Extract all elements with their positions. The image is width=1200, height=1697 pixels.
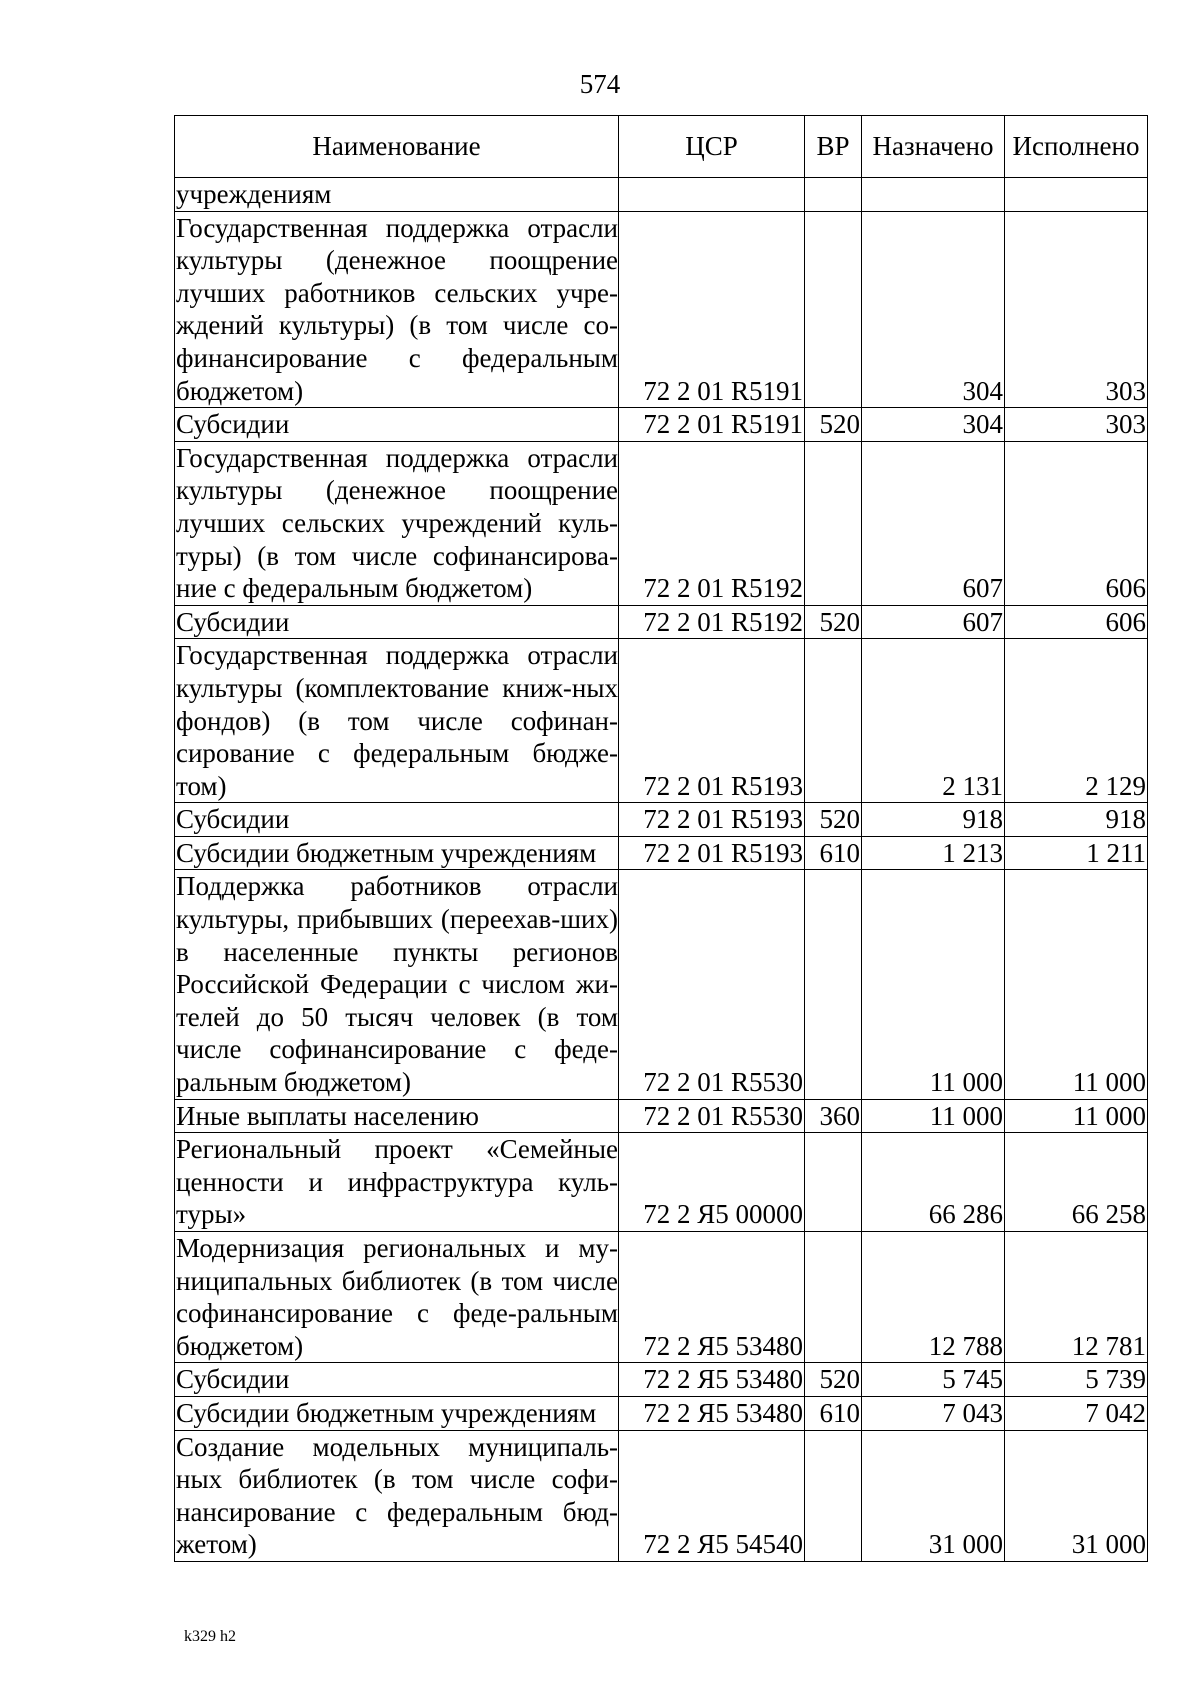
cell-planned: 304 [862, 211, 1005, 408]
cell-name: Субсидии [175, 803, 619, 837]
table-row [175, 1430, 1148, 1561]
cell-vr [805, 441, 862, 605]
cell-csr: 72 2 Я5 53480 [619, 1396, 805, 1430]
cell-planned: 12 788 [862, 1232, 1005, 1363]
cell-planned: 607 [862, 605, 1005, 639]
cell-executed: 7 042 [1005, 1396, 1148, 1430]
cell-name: Государственная поддержка отрасли культуры (денежное поощрение лучших работников сельских учре-ждений культуры) (в том числе со-финансирование с федеральным бюджетом) [175, 211, 619, 408]
cell-csr: 72 2 01 R5193 [619, 803, 805, 837]
cell-vr [805, 1430, 862, 1561]
cell-csr: 72 2 Я5 53480 [619, 1232, 805, 1363]
footer-code: k329 h2 [184, 1628, 236, 1645]
cell-planned: 5 745 [862, 1363, 1005, 1397]
cell-vr [805, 639, 862, 803]
cell-executed: 5 739 [1005, 1363, 1148, 1397]
table-row [175, 870, 1148, 1099]
cell-csr: 72 2 01 R5530 [619, 870, 805, 1099]
page-number: 574 [579, 69, 621, 99]
cell-executed: 12 781 [1005, 1232, 1148, 1363]
header-csr: ЦСР [619, 116, 805, 178]
cell-executed: 31 000 [1005, 1430, 1148, 1561]
table-row [175, 211, 1148, 408]
cell-executed: 1 211 [1005, 836, 1148, 870]
cell-planned: 1 213 [862, 836, 1005, 870]
header-name: Наименование [175, 116, 619, 178]
cell-vr: 520 [805, 803, 862, 837]
cell-name: Государственная поддержка отрасли культуры (денежное поощрение лучших сельских учреждений куль-туры) (в том числе софинансирова-ние с федеральным бюджетом) [175, 441, 619, 605]
cell-planned: 2 131 [862, 639, 1005, 803]
cell-csr: 72 2 01 R5193 [619, 639, 805, 803]
table-row [175, 803, 1148, 837]
cell-executed: 606 [1005, 441, 1148, 605]
cell-planned: 66 286 [862, 1133, 1005, 1232]
table-row [175, 836, 1148, 870]
cell-planned [862, 178, 1005, 212]
cell-csr [619, 178, 805, 212]
cell-name: Поддержка работников отрасли культуры, прибывших (переехав-ших) в населенные пункты регионов Российской Федерации с числом жи-телей до 50 тысяч человек (в том числе софинансирование с феде-ральным бюджетом) [175, 870, 619, 1099]
cell-executed: 66 258 [1005, 1133, 1148, 1232]
cell-csr: 72 2 01 R5193 [619, 836, 805, 870]
header-executed: Исполнено [1005, 116, 1148, 178]
cell-csr: 72 2 Я5 00000 [619, 1133, 805, 1232]
cell-vr [805, 1232, 862, 1363]
cell-vr: 520 [805, 1363, 862, 1397]
cell-vr: 520 [805, 408, 862, 442]
cell-vr [805, 211, 862, 408]
cell-planned: 7 043 [862, 1396, 1005, 1430]
cell-vr [805, 178, 862, 212]
cell-vr: 610 [805, 1396, 862, 1430]
cell-planned: 31 000 [862, 1430, 1005, 1561]
cell-name: Субсидии бюджетным учреждениям [175, 1396, 619, 1430]
table-row [175, 178, 1148, 212]
table-header-row [175, 116, 1148, 178]
cell-executed [1005, 178, 1148, 212]
cell-csr: 72 2 01 R5192 [619, 441, 805, 605]
table-body [175, 178, 1148, 1562]
cell-name: Субсидии [175, 605, 619, 639]
table-row [175, 1099, 1148, 1133]
table-row [175, 639, 1148, 803]
header-planned: Назначено [862, 116, 1005, 178]
cell-csr: 72 2 Я5 54540 [619, 1430, 805, 1561]
cell-executed: 303 [1005, 408, 1148, 442]
cell-planned: 304 [862, 408, 1005, 442]
cell-name: Региональный проект «Семейные ценности и инфраструктура куль-туры» [175, 1133, 619, 1232]
table-row [175, 408, 1148, 442]
cell-csr: 72 2 01 R5530 [619, 1099, 805, 1133]
cell-name: учреждениям [175, 178, 619, 212]
cell-csr: 72 2 01 R5191 [619, 408, 805, 442]
cell-planned: 11 000 [862, 1099, 1005, 1133]
cell-name: Модернизация региональных и му-ниципальных библиотек (в том числе софинансирование с феде-ральным бюджетом) [175, 1232, 619, 1363]
cell-name: Создание модельных муниципаль-ных библиотек (в том числе софи-нансирование с федеральным бюд-жетом) [175, 1430, 619, 1561]
cell-name: Субсидии бюджетным учреждениям [175, 836, 619, 870]
cell-executed: 11 000 [1005, 1099, 1148, 1133]
cell-vr: 520 [805, 605, 862, 639]
cell-executed: 918 [1005, 803, 1148, 837]
cell-executed: 303 [1005, 211, 1148, 408]
table-row [175, 1133, 1148, 1232]
cell-vr: 360 [805, 1099, 862, 1133]
cell-name: Государственная поддержка отрасли культуры (комплектование книж-ных фондов) (в том числе софинан-сирование с федеральным бюдже-том) [175, 639, 619, 803]
cell-vr [805, 1133, 862, 1232]
cell-name: Субсидии [175, 1363, 619, 1397]
table-row [175, 605, 1148, 639]
table-row [175, 1396, 1148, 1430]
cell-name: Субсидии [175, 408, 619, 442]
cell-planned: 11 000 [862, 870, 1005, 1099]
table-row [175, 1363, 1148, 1397]
cell-planned: 607 [862, 441, 1005, 605]
cell-csr: 72 2 01 R5191 [619, 211, 805, 408]
cell-csr: 72 2 01 R5192 [619, 605, 805, 639]
budget-table [174, 115, 1148, 1562]
cell-executed: 2 129 [1005, 639, 1148, 803]
cell-vr [805, 870, 862, 1099]
cell-vr: 610 [805, 836, 862, 870]
cell-name: Иные выплаты населению [175, 1099, 619, 1133]
cell-csr: 72 2 Я5 53480 [619, 1363, 805, 1397]
cell-planned: 918 [862, 803, 1005, 837]
header-vr: ВР [805, 116, 862, 178]
cell-executed: 11 000 [1005, 870, 1148, 1099]
table-row [175, 1232, 1148, 1363]
table-row [175, 441, 1148, 605]
cell-executed: 606 [1005, 605, 1148, 639]
